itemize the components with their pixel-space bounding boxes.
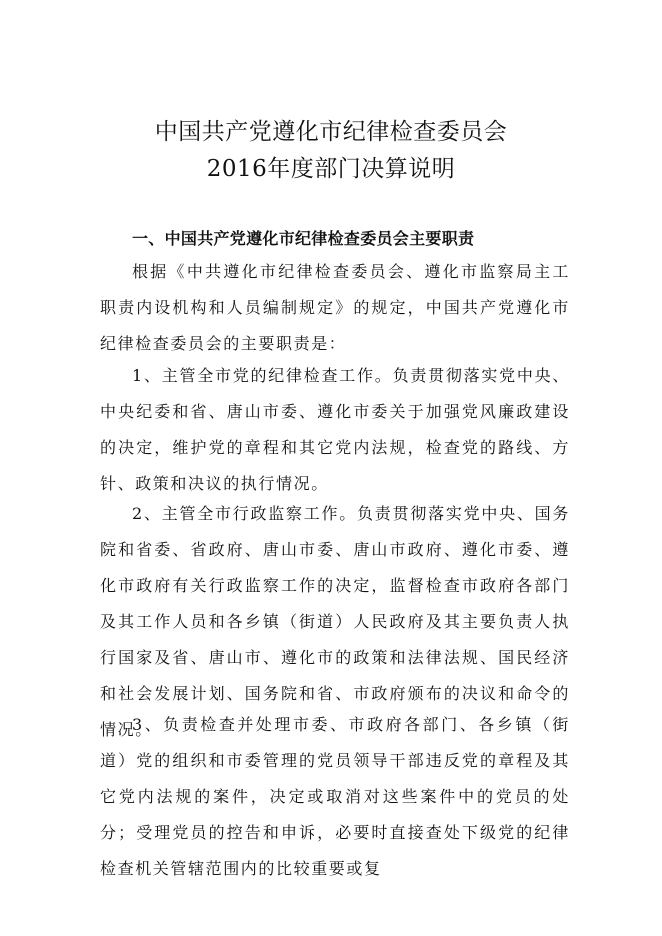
paragraph-duty-1: 1、主管全市党的纪律检查工作。负责贯彻落实党中央、中央纪委和省、唐山市委、遵化市委关于加强党风廉政建设的决定，维护党的章程和其它党内法规，检查党的路线、方针、政策和决议的执行情况。 [100, 366, 570, 493]
document-title-line-2: 2016年度部门决算说明 [206, 156, 456, 182]
document-title-line-1: 中国共产党遵化市纪律检查委员会 [154, 119, 508, 145]
paragraph-duty-2: 2、主管全市行政监察工作。负责贯彻落实党中央、国务院和省委、省政府、唐山市委、唐山市政府、遵化市委、遵化市政府有关行政监察工作的决定，监督检查市政府各部门及其工作人员和各乡镇（街道）人民政府及其主要负责人执行国家及省、唐山市、遵化市的政策和法律法规、国民经济和社会发展计划、国务院和省、市政府颁布的决议和命令的情况。 [100, 504, 570, 739]
paragraph-duty-3: 3、负责检查并处理市委、市政府各部门、各乡镇（街道）党的组织和市委管理的党员领导干部违反党的章程及其它党内法规的案件，决定或取消对这些案件中的党员的处分；受理党员的控告和申诉，必要时直接查处下级党的纪律检查机关管辖范围内的比较重要或复 [100, 715, 570, 878]
paragraph-intro: 根据《中共遵化市纪律检查委员会、遵化市监察局主工职责内设机构和人员编制规定》的规定，中国共产党遵化市纪律检查委员会的主要职责是： [100, 262, 570, 353]
section-heading: 一、中国共产党遵化市纪律检查委员会主要职责 [132, 229, 475, 248]
